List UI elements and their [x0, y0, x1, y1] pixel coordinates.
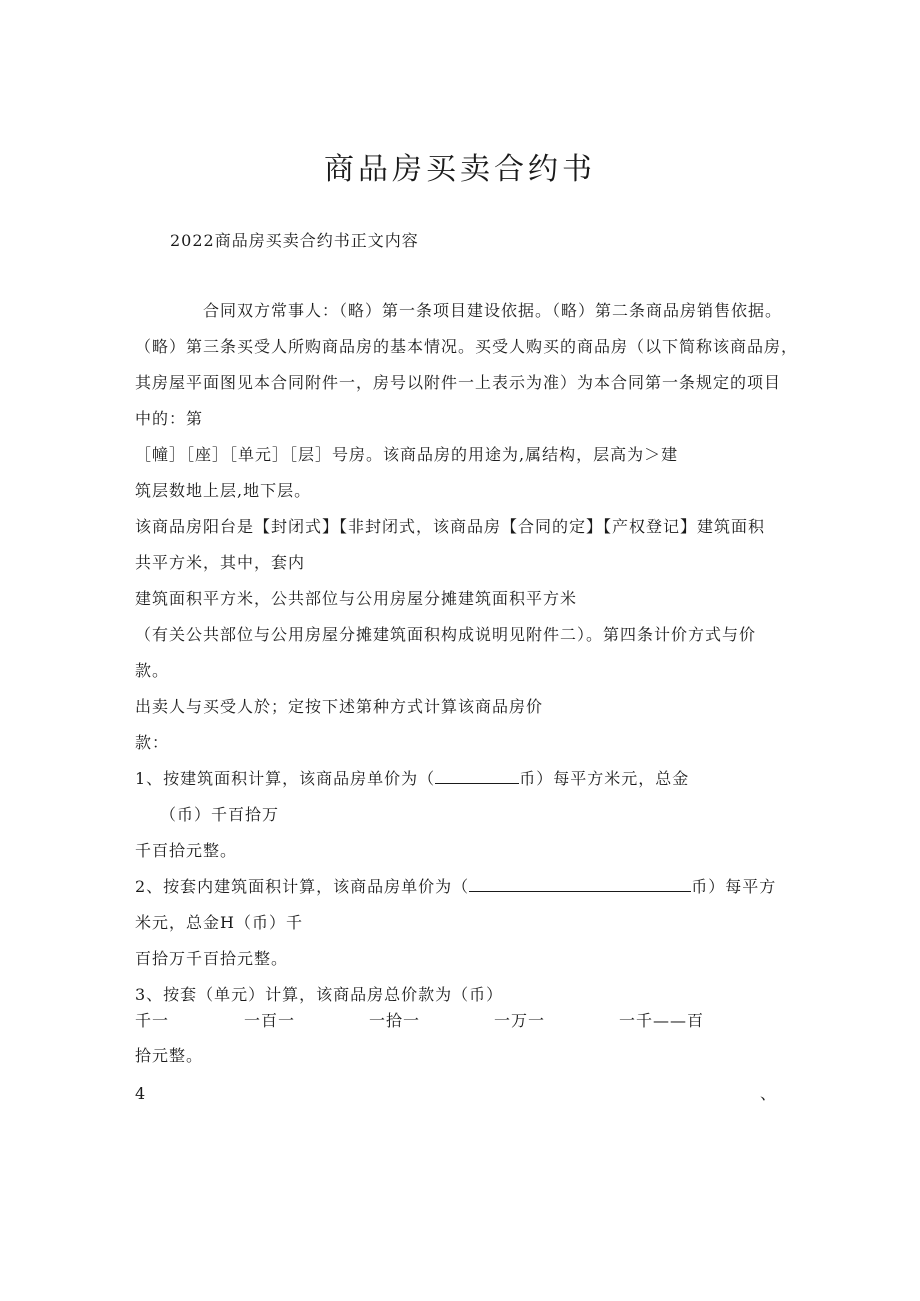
item-3-line-3: 拾元整。 [135, 1046, 204, 1065]
item-2-line-3: 百拾万千百拾元整。 [135, 949, 289, 968]
paragraph-line: 款： [135, 733, 170, 752]
item-3-segment: 一拾一 [369, 1011, 421, 1030]
item-1-text: 1、按建筑面积计算，该商品房单价为（ [135, 769, 436, 788]
item-1-text-b: 币）每平方米元，总金 [519, 769, 690, 788]
paragraph-line: 合同双方常事人：（略）第一条项目建设依据。（略）第二条商品房销售依据。 [203, 301, 783, 320]
paragraph-line: 筑层数地上层,地下层。 [135, 481, 312, 500]
item-4-mark: 、 [760, 1084, 778, 1103]
paragraph-line: 款。 [135, 661, 170, 680]
item-3-segment: 一万一 [494, 1011, 546, 1030]
paragraph-line: 出卖人与买受人於；定按下述第种方式计算该商品房价 [135, 697, 544, 716]
paragraph-line: （有关公共部位与公用房屋分摊建筑面积构成说明见附件二）。第四条计价方式与价 [135, 625, 757, 644]
paragraph-line: 建筑面积平方米，公共部位与公用房屋分摊建筑面积平方米 [135, 589, 578, 608]
price-blank[interactable] [469, 877, 691, 892]
item-1-line-3: 千百拾元整。 [135, 841, 238, 860]
paragraph-line: （略）第三条买受人所购商品房的基本情况。买受人购买的商品房（以下简称该商品房， [135, 337, 799, 356]
price-blank[interactable] [435, 769, 519, 784]
paragraph-line: ［幢］［座］［单元］［层］号房。该商品房的用途为,属结构，层高为＞建 [135, 445, 679, 464]
item-1-line [135, 768, 689, 790]
paragraph-line: 该商品房阳台是【封闭式】【非封闭式，该商品房【合同的定】【产权登记】建筑面积 [135, 517, 766, 536]
item-2-line [135, 876, 776, 898]
item-3-segment: 一百一 [244, 1011, 296, 1030]
item-3-segment: 一千——百 [619, 1011, 705, 1030]
paragraph-line: 共平方米，其中，套内 [135, 553, 306, 572]
item-4-number: 4 [135, 1084, 147, 1103]
item-2-text: 2、按套内建筑面积计算，该商品房单价为（ [135, 877, 470, 896]
document-title: 商品房买卖合约书 [324, 152, 596, 187]
item-2-line-2: 米元，总金H（币）千 [135, 913, 303, 932]
item-3-segment: 千一 [135, 1011, 170, 1030]
item-2-text-b: 币）每平方 [691, 877, 777, 896]
item-1-line-2: （币）千百拾万 [160, 805, 280, 824]
paragraph-line: 中的：第 [135, 409, 204, 428]
document-subtitle: 2022商品房买卖合约书正文内容 [170, 231, 419, 250]
item-3-line: 3、按套（单元）计算，该商品房总价款为（币） [135, 985, 504, 1004]
paragraph-line: 其房屋平面图见本合同附件一，房号以附件一上表示为准）为本合同第一条规定的项目 [135, 373, 782, 392]
